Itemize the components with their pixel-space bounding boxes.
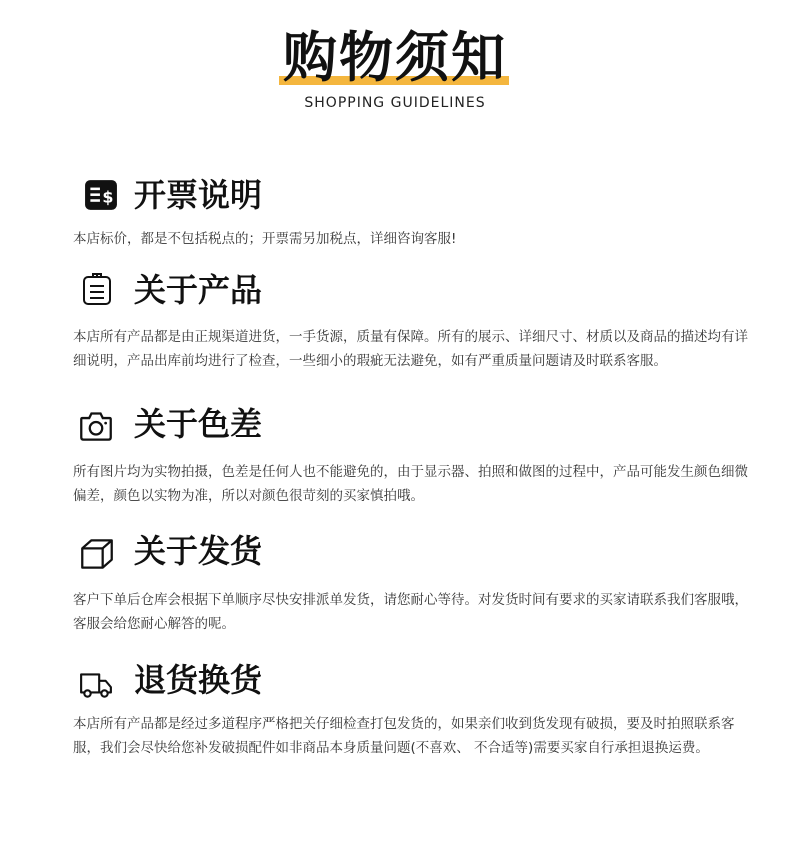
- section-title: 开票说明: [134, 176, 263, 214]
- section-body: 所有图片均为实物拍摄，色差是任何人也不能避免的，由于显示器、拍照和做图的过程中，产品可能发生颜色细微偏差，颜色以实物为准，所以对颜色很苛刻的买家慎拍哦。: [73, 464, 748, 504]
- section-body: 本店所有产品都是经过多道程序严格把关仔细检查打包发货的，如果亲们收到货发现有破损，要及时拍照联系客服，我们会尽快给您补发破损配件如非商品本身质量问题(不喜欢、 不合适等)需要买家自行承担退换运费。: [73, 716, 735, 756]
- section-title: 关于产品: [134, 271, 263, 309]
- page-title-wrap: [0, 25, 790, 89]
- page-header: [0, 0, 790, 120]
- section-body: 本店标价，都是不包括税点的；开票需另加税点，详细咨询客服!: [73, 231, 457, 247]
- truck-icon: [79, 668, 111, 696]
- box-icon: [80, 537, 110, 567]
- section-title: 关于发货: [134, 532, 263, 570]
- page-title: 购物须知: [283, 25, 507, 89]
- camera-icon: [79, 409, 109, 437]
- svg-text:$: $: [102, 187, 114, 207]
- section-title: 关于色差: [134, 405, 263, 443]
- invoice-icon: [84, 178, 116, 210]
- page-subtitle: SHOPPING GUIDELINES: [304, 95, 486, 111]
- section-body: 本店所有产品都是由正规渠道进货，一手货源，质量有保障。所有的展示、详细尺寸、材质以及商品的描述均有详细说明，产品出库前均进行了检查，一些细小的瑕疵无法避免，如有严重质量问题请及时联系客服。: [73, 329, 748, 369]
- clipboard-icon: [80, 272, 110, 306]
- section-title: 退货换货: [134, 661, 263, 699]
- section-body: 客户下单后仓库会根据下单顺序尽快安排派单发货，请您耐心等待。对发货时间有要求的买家请联系我们客服哦，客服会给您耐心解答的呢。: [73, 592, 748, 632]
